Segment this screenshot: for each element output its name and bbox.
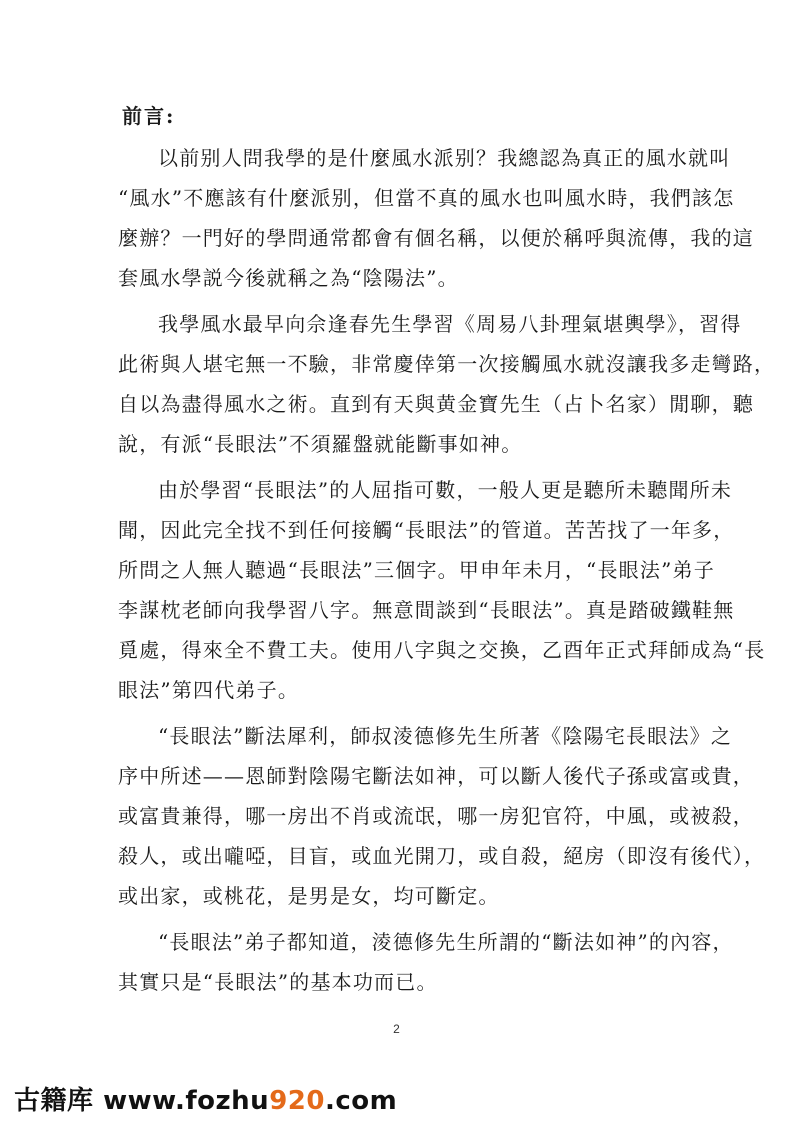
site-name: 古籍库: [14, 1086, 94, 1116]
site-watermark: [14, 1080, 397, 1117]
paragraph-2: [118, 304, 776, 464]
text-line: 眼法”第四代弟子。: [118, 678, 300, 702]
text-line: 麼辦？一門好的學問通常都會有個名稱，以便於稱呼與流傳，我的這: [118, 226, 754, 250]
text-line: 覓處，得來全不費工夫。使用八字與之交換，乙酉年正式拜師成為“長: [118, 638, 766, 662]
text-line: 序中所述——恩師對陰陽宅斷法如神，可以斷人後代子孫或富或貴，: [118, 764, 754, 788]
text-line: 由於學習“長眼法”的人屈指可數，一般人更是聽所未聽聞所未: [158, 478, 733, 502]
text-line: 殺人，或出嚨啞，目盲，或血光開刀，或自殺，絕房（即沒有後代），: [118, 844, 766, 868]
text-line: 所問之人無人聽過“長眼法”三個字。甲申年未月，“長眼法”弟子: [118, 558, 715, 582]
text-line: 自以為盡得風水之術。直到有天與黄金寶先生（占卜名家）閒聊，聽: [118, 392, 754, 416]
text-line: 此術與人堪宅無一不驗，非常慶倖第一次接觸風水就沒讓我多走彎路，: [118, 352, 776, 376]
text-line: “風水”不應該有什麼派别，但當不真的風水也叫風水時，我們該怎: [118, 186, 735, 210]
text-line: 以前别人問我學的是什麼風水派别？我總認為真正的風水就叫: [158, 146, 731, 170]
text-line: 套風水學説今後就稱之為“陰陽法”。: [118, 266, 459, 290]
text-line: 聞，因此完全找不到任何接觸“長眼法”的管道。苦苦找了一年多，: [118, 518, 735, 542]
text-line: 說，有派“長眼法”不須羅盤就能斷事如神。: [118, 432, 523, 456]
site-url-prefix: www.fozhu: [103, 1086, 270, 1116]
paragraph-5: [118, 922, 734, 1002]
text-line: 其實只是“長眼法”的基本功而已。: [118, 970, 438, 994]
text-line: “長眼法”斷法犀利，師叔淩德修先生所著《陰陽宅長眼法》之: [158, 724, 733, 748]
text-line: 我學風水最早向佘逢春先生學習《周易八卦理氣堪輿學》，習得: [158, 312, 742, 336]
text-line: 或富貴兼得，哪一房出不肖或流氓，哪一房犯官符，中風，或被殺，: [118, 804, 754, 828]
text-line: 或出家，或桃花，是男是女，均可斷定。: [118, 884, 500, 908]
text-line: 李謀枕老師向我學習八字。無意間談到“長眼法”。真是踏破鐵鞋無: [118, 598, 735, 622]
paragraph-3: [118, 470, 766, 710]
text-line: “長眼法”弟子都知道，淩德修先生所謂的“斷法如神”的內容，: [158, 930, 734, 954]
site-url-highlight: 920: [269, 1086, 325, 1116]
site-url-suffix: .com: [324, 1086, 398, 1116]
paragraph-1: [118, 138, 754, 298]
body-text: [118, 138, 776, 1008]
page-number: 2: [393, 1022, 400, 1036]
paragraph-4: [118, 716, 766, 916]
page-heading: 前言:: [122, 104, 176, 128]
